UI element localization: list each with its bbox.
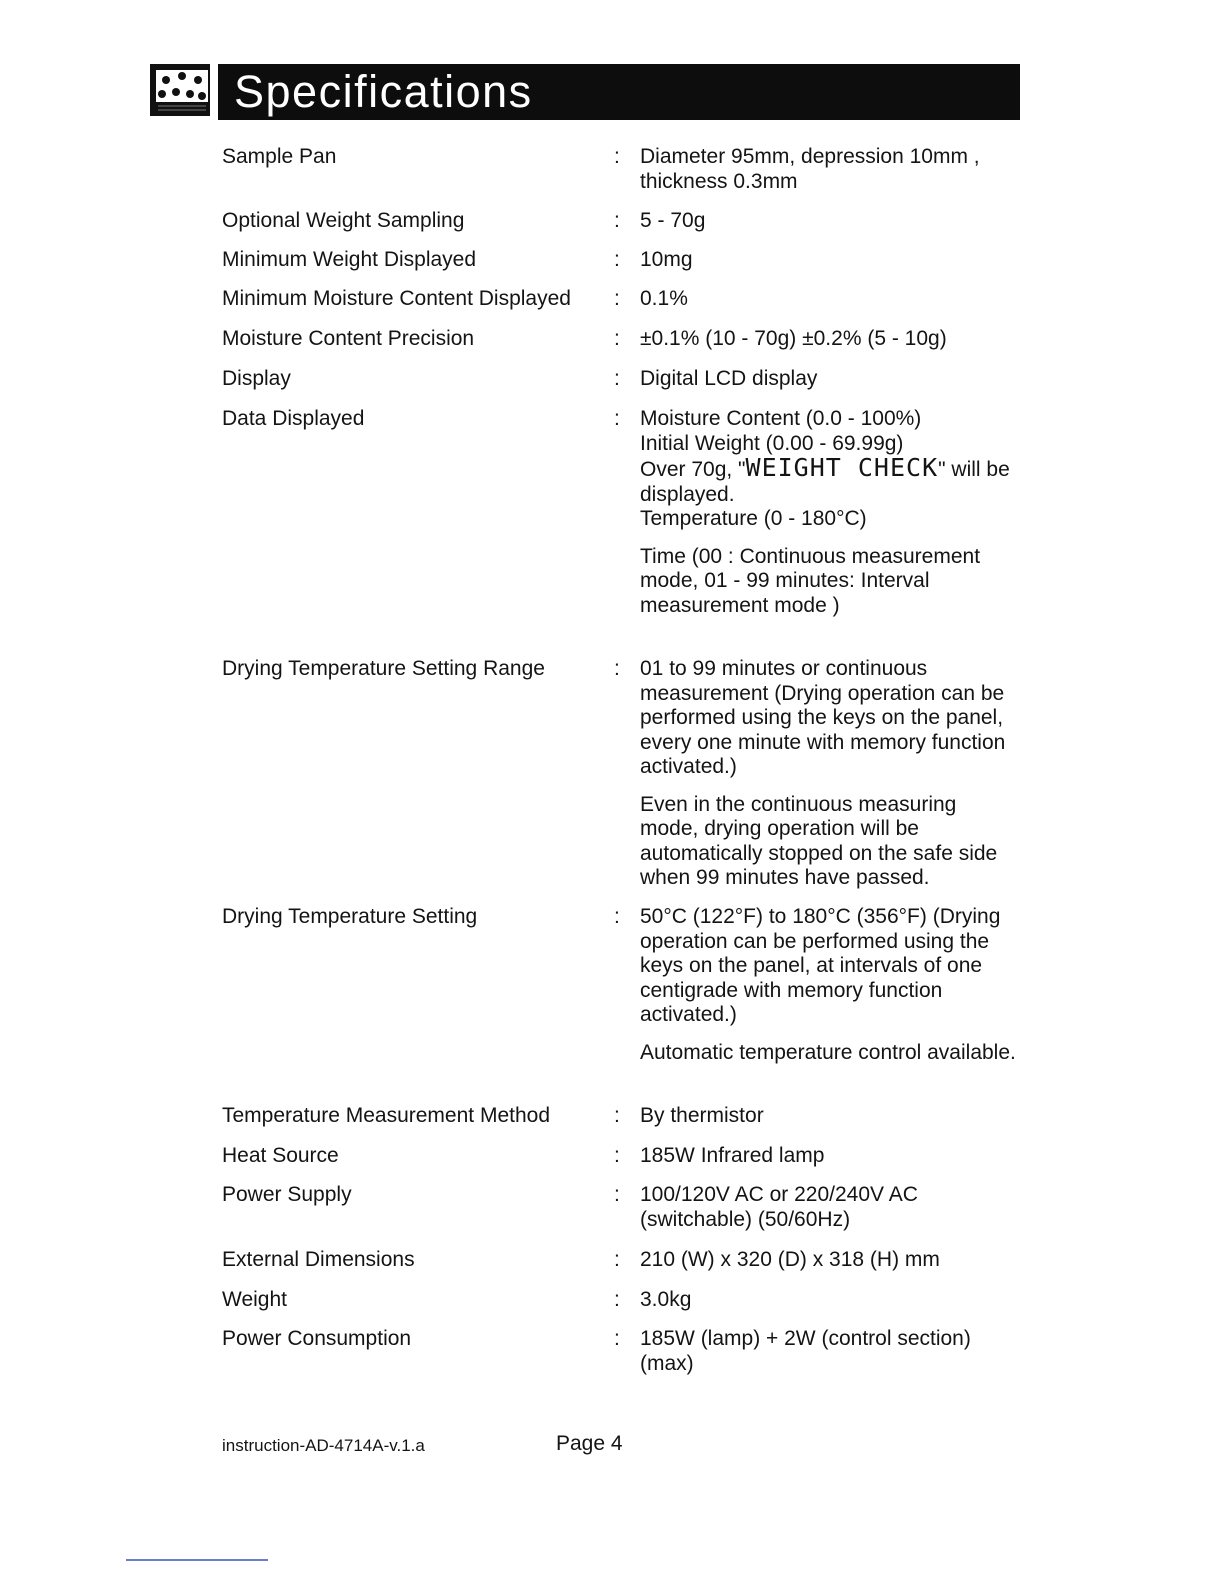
- spec-value-text: 210 (W) x 320 (D) x 318 (H) mm: [640, 1248, 940, 1271]
- spec-value-text: Diameter 95mm, depression 10mm , thickness 0.3mm: [640, 145, 980, 193]
- spec-value-text: 01 to 99 minutes or continuous measurement (Drying operation can be performed using the keys on the panel, every one minute with memory function activated.): [640, 657, 1006, 778]
- spec-value-text: Digital LCD display: [640, 367, 818, 390]
- spec-separator: :: [614, 1327, 620, 1350]
- spec-value-text: By thermistor: [640, 1104, 764, 1127]
- spec-label: Minimum Moisture Content Displayed: [222, 287, 571, 310]
- spec-label: Data Displayed: [222, 407, 365, 430]
- spec-separator: :: [614, 145, 620, 168]
- spec-separator: :: [614, 657, 620, 680]
- spec-label: Temperature Measurement Method: [222, 1104, 550, 1127]
- spec-value: [640, 287, 1020, 312]
- spec-value-text: 100/120V AC or 220/240V AC (switchable) (50/60Hz): [640, 1183, 918, 1231]
- spec-separator: :: [614, 1144, 620, 1167]
- over-prefix: Over 70g, ": [640, 458, 746, 481]
- spec-label: Optional Weight Sampling: [222, 209, 465, 232]
- spec-value-text: 50°C (122°F) to 180°C (356°F) (Drying operation can be performed using the keys on the panel, at intervals of one centigrade with memory function activated.): [640, 905, 1001, 1026]
- spec-value-text: 3.0kg: [640, 1288, 692, 1311]
- spec-label: Minimum Weight Displayed: [222, 248, 477, 271]
- spec-value: [640, 657, 1020, 891]
- spec-value-text: Temperature (0 - 180°C): [640, 507, 867, 530]
- spec-value-text: Time (00 : Continuous measurement mode, 01 - 99 minutes: Interval measurement mode ): [640, 544, 981, 617]
- spec-value: [640, 1104, 1020, 1129]
- page-number: Page 4: [556, 1432, 623, 1455]
- spec-separator: :: [614, 905, 620, 928]
- spec-separator: :: [614, 1288, 620, 1311]
- spec-label: Display: [222, 367, 291, 390]
- spec-separator: :: [614, 1104, 620, 1127]
- document-id: instruction-AD-4714A-v.1.a: [222, 1436, 425, 1455]
- spec-separator: :: [614, 209, 620, 232]
- page-title: Specifications: [234, 66, 533, 117]
- spec-separator: :: [614, 327, 620, 350]
- spec-separator: :: [614, 367, 620, 390]
- lcd-message: WEIGHT CHECK: [745, 453, 939, 482]
- spec-label: Moisture Content Precision: [222, 327, 475, 350]
- spec-value-text: Automatic temperature control available.: [640, 1040, 1016, 1064]
- spec-separator: :: [614, 1248, 620, 1271]
- spec-label: External Dimensions: [222, 1248, 415, 1271]
- dotted-pattern-icon: [150, 64, 210, 116]
- bottom-divider: [126, 1559, 268, 1561]
- spec-label: Heat Source: [222, 1144, 339, 1167]
- spec-value: [640, 1288, 1020, 1313]
- spec-separator: :: [614, 1183, 620, 1206]
- spec-value-text: 185W (lamp) + 2W (control section) (max): [640, 1327, 971, 1375]
- spec-value-text: Moisture Content (0.0 - 100%): [640, 407, 922, 430]
- spec-value-text: ±0.1% (10 - 70g) ±0.2% (5 - 10g): [640, 327, 947, 350]
- spec-value: [640, 367, 1020, 392]
- spec-value-text: 10mg: [640, 248, 693, 271]
- spec-label: Power Consumption: [222, 1327, 412, 1350]
- spec-value-text: 185W Infrared lamp: [640, 1144, 825, 1167]
- spec-label: Drying Temperature Setting: [222, 905, 478, 928]
- spec-value-text: Even in the continuous measuring mode, drying operation will be automatically stopped on the safe side when 99 minutes have passed.: [640, 792, 998, 889]
- spec-value: [640, 1183, 980, 1232]
- spec-value: [640, 905, 1020, 1065]
- spec-value: [640, 407, 1020, 618]
- spec-label: Drying Temperature Setting Range: [222, 657, 545, 680]
- over-suffix: " will be displayed.: [640, 458, 1010, 506]
- spec-value-text: Initial Weight (0.00 - 69.99g): [640, 431, 904, 455]
- spec-value-text: [640, 453, 1020, 507]
- section-header-bar: [218, 64, 1020, 120]
- spec-value: [640, 145, 1020, 194]
- spec-value: [640, 1327, 1020, 1376]
- spec-label: Weight: [222, 1288, 287, 1311]
- spec-separator: :: [614, 248, 620, 271]
- spec-value: [640, 327, 1020, 352]
- spec-value: [640, 209, 1020, 234]
- spec-value: [640, 1144, 1020, 1169]
- spec-value: [640, 1248, 1020, 1273]
- spec-separator: :: [614, 407, 620, 430]
- spec-label: Sample Pan: [222, 145, 337, 168]
- spec-value: [640, 248, 1020, 273]
- spec-value-text: 0.1%: [640, 287, 688, 310]
- spec-value-text: 5 - 70g: [640, 209, 706, 232]
- spec-label: Power Supply: [222, 1183, 352, 1206]
- spec-separator: :: [614, 287, 620, 310]
